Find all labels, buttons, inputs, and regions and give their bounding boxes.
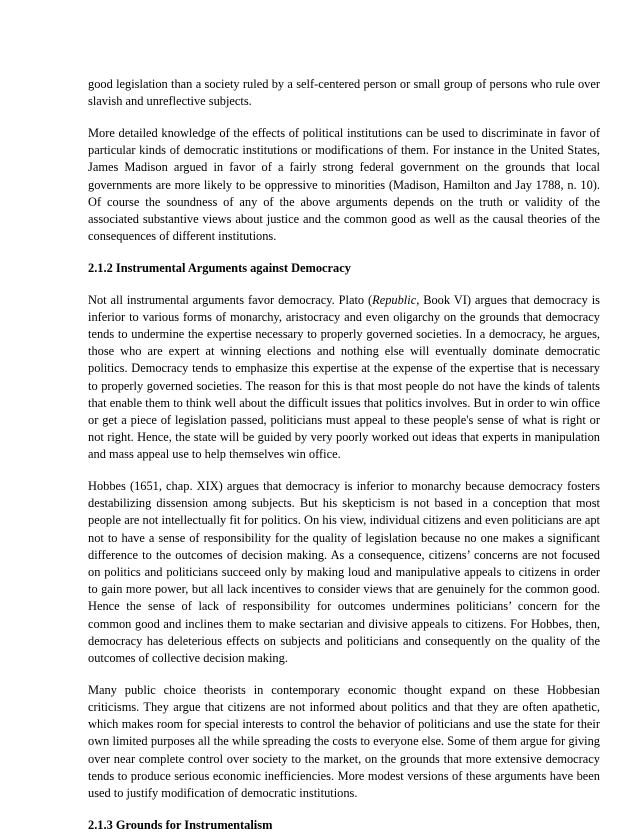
paragraph-madison: More detailed knowledge of the effects of political institutions can be used to discriminate in favor of particular kinds of democratic institutions or modifications of them. For instance in the United States, James Madison argued in favor of a fairly strong federal government on the grounds that local governments are more likely to be oppressive to minorities (Madison, Hamilton and Jay 1788, n. 10). Of course the soundness of any of the above arguments depends on the truth or validity of the associated substantive views about justice and the common good as well as the causal theories of the consequences of different institutions. (88, 125, 600, 244)
paragraph-public-choice: Many public choice theorists in contemporary economic thought expand on these Hobbesian criticisms. They argue that citizens are not informed about politics and that they are often apathetic, which makes room for special interests to control the behavior of politicians and use the state for their own limited purposes all the while spreading the costs to everyone else. Some of them argue for giving over near complete control over society to the market, on the grounds that more extensive democracy tends to produce serious economic inefficiencies. More modest versions of these arguments have been used to justify modification of democratic institutions. (88, 682, 600, 801)
paragraph-continuation: good legislation than a society ruled by a self-centered person or small group of persons who rule over slavish and unreflective subjects. (88, 77, 600, 109)
plato-text-start: Not all instrumental arguments favor democracy. Plato ( (88, 292, 373, 307)
section-heading-2-1-2: 2.1.2 Instrumental Arguments against Democracy (88, 260, 351, 275)
paragraph-hobbes: Hobbes (1651, chap. XIX) argues that democracy is inferior to monarchy because democracy fosters destabilizing dissension among subjects. But his skepticism is not based in a conception that most people are not intellectually fit for politics. On his view, individual citizens and even politicians are apt not to have a sense of responsibility for the quality of legislation because no one makes a significant difference to the outcomes of decision making. As a consequence, citizens’ concerns are not focused on politics and politicians succeed only by making loud and manipulative appeals to citizens in order to gain more power, but all lack incentives to consider views that are genuinely for the common good. Hence the sense of lack of responsibility for outcomes undermines politicians’ concern for the common good and inclines them to make sectarian and divisive appeals to citizens. For Hobbes, then, democracy has deleterious effects on subjects and politicians and consequently on the quality of the outcomes of collective decision making. (88, 479, 600, 666)
plato-text-rest: , Book VI) argues that democracy is inferior to various forms of monarchy, aristocracy and even oligarchy on the grounds that democracy tends to undermine the expertise necessary to properly governed societies. In a democracy, he argues, those who are expert at winning elections and nothing else will eventually dominate democratic politics. Democracy tends to emphasize this expertise at the expense of the expertise that is necessary to properly governed societies. The reason for this is that most people do not have the kinds of talents that enable them to think well about the difficult issues that politics involves. But in order to win office or get a piece of legislation passed, politicians must appeal to these people's sense of what is right or not right. Hence, the state will be guided by very poorly worked out ideas that experts in manipulation and mass appeal use to help themselves win office. (88, 292, 600, 462)
paragraph-plato (88, 292, 600, 464)
section-heading-2-1-3: 2.1.3 Grounds for Instrumentalism (88, 817, 273, 832)
republic-title: Republic (372, 292, 417, 307)
